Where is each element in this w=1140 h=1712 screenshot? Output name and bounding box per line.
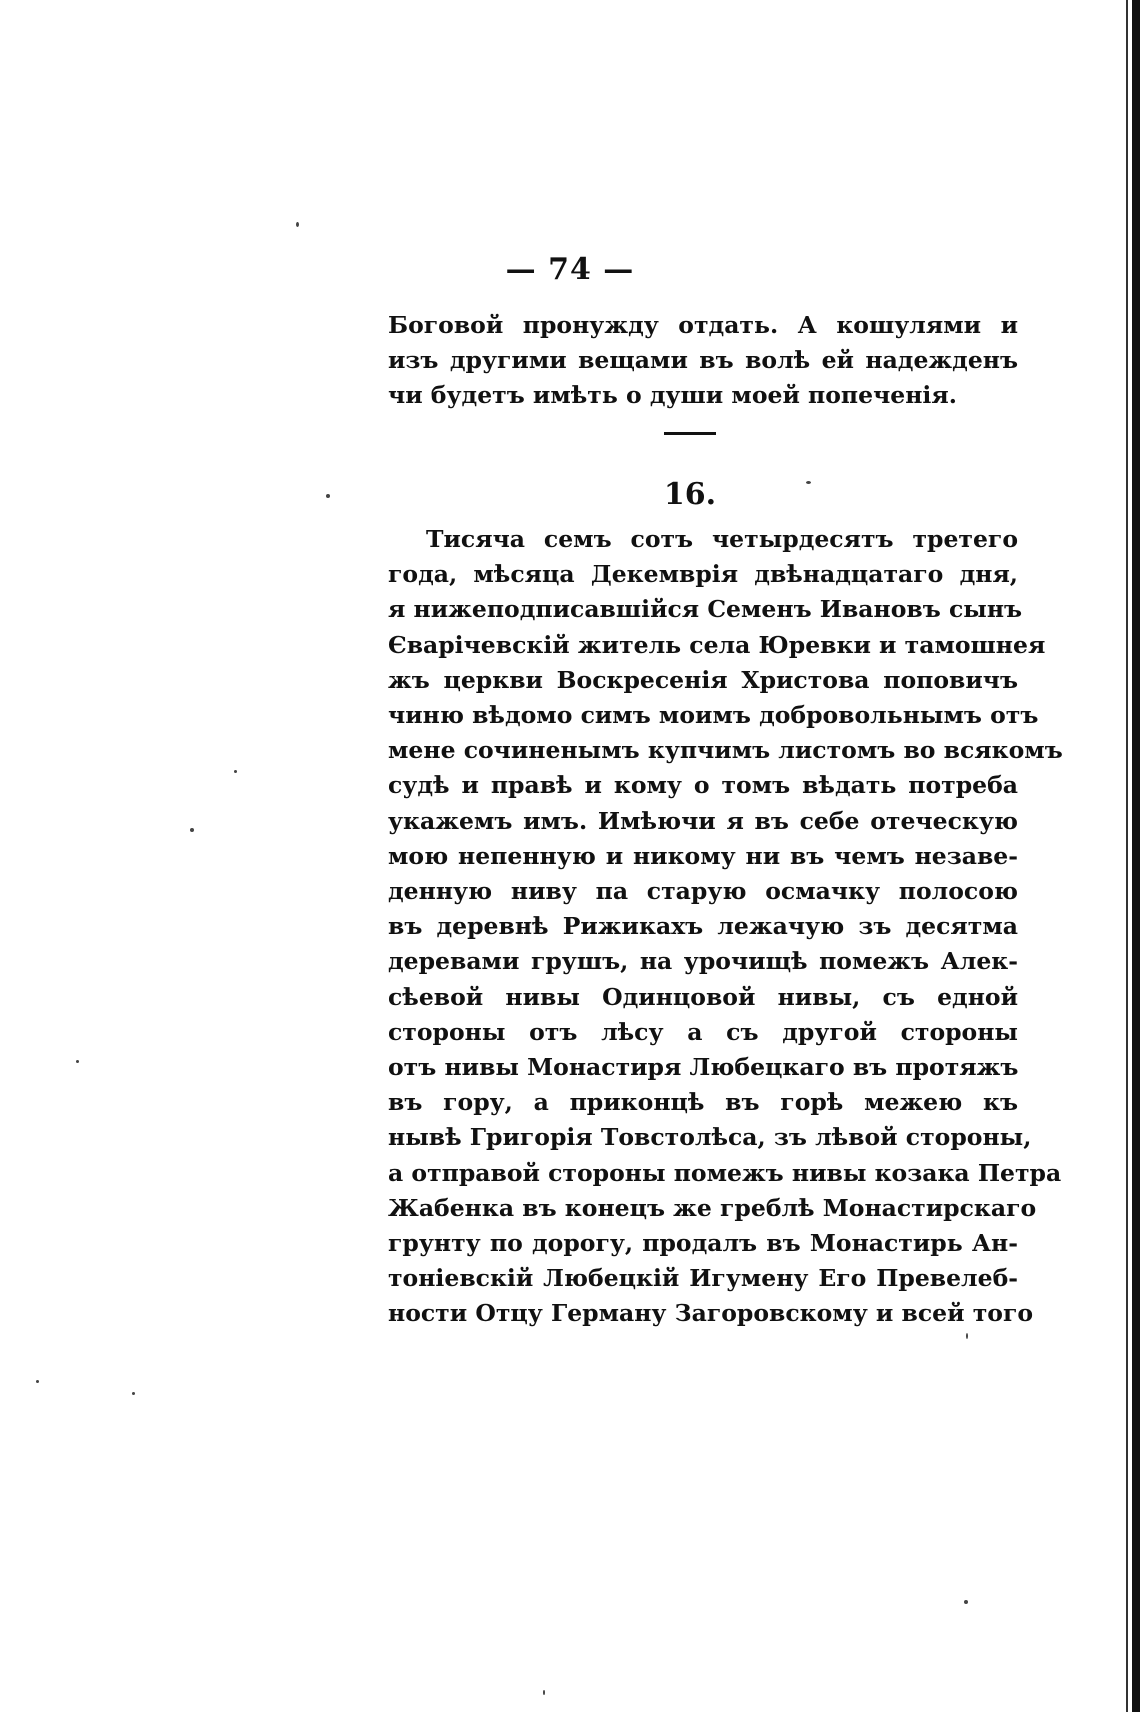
text-line: сѣевой нивы Одинцовой нивы, съ едной [388, 982, 1018, 1011]
text-line: Єварічевскій житель села Юревки и тамошнея [388, 630, 1046, 659]
scan-speck [964, 1600, 968, 1604]
scan-speck [296, 222, 299, 227]
text-line: стороны отъ лѣсу а съ другой стороны [388, 1017, 1018, 1046]
text-line: въ деревнѣ Рижикахъ лежачую зъ десятма [388, 912, 1018, 941]
text-line: тоніевскій Любецкій Игумену Его Превелеб- [388, 1264, 1018, 1293]
text-line: чи будетъ имѣть о души моей попеченія. [388, 381, 957, 410]
text-line: я нижеподписавшійся Семенъ Ивановъ сынъ [388, 595, 1023, 624]
text-line: Боговой пронужду отдать. А кошулями и [388, 311, 1018, 339]
section-number: 16. [663, 477, 717, 512]
text-line: грунту по дорогу, продалъ въ Монастирь Ан- [388, 1229, 1018, 1258]
text-line: изъ другими вещами въ волѣ ей надежденъ [388, 346, 1018, 375]
scan-speck [36, 1380, 39, 1383]
intro-paragraph [388, 308, 1018, 414]
text-line: денную ниву па старую осмачку полосою [388, 877, 1018, 906]
text-line: чиню вѣдомо симъ моимъ добровольнымъ отъ [388, 701, 1039, 730]
text-line: судѣ и правѣ и кому о томъ вѣдать потреба [388, 771, 1018, 800]
scan-speck [806, 481, 811, 484]
text-line: а отправой стороны помежъ нивы козака Петра [388, 1158, 1062, 1187]
text-line: отъ нивы Монастиря Любецкаго въ протяжъ [388, 1053, 1019, 1082]
scan-speck [326, 494, 330, 498]
scan-speck [190, 828, 194, 832]
scan-speck [543, 1690, 545, 1695]
text-line: нывѣ Григорія Товстолѣса, зъ лѣвой стороны, [388, 1123, 1032, 1152]
text-line: года, мѣсяца Декемврія двѣнадцатаго дня, [388, 560, 1018, 589]
text-line: въ гору, а приконцѣ въ горѣ межею къ [388, 1088, 1018, 1117]
text-line: деревами грушъ, на урочищѣ помежъ Алек- [388, 947, 1018, 976]
text-line: укажемъ имъ. Имѣючи я въ себе отеческую [388, 806, 1018, 835]
page-number: — 74 — [505, 252, 635, 287]
text-line: Тисяча семъ сотъ четырдесятъ третего [426, 525, 1018, 553]
text-line: жъ церкви Воскресенія Христова поповичъ [388, 665, 1018, 694]
text-line: Жабенка въ конецъ же греблѣ Монастирскаго [388, 1193, 1037, 1222]
scan-speck [966, 1333, 968, 1339]
body-paragraph [388, 522, 1063, 1332]
scan-speck [76, 1060, 79, 1063]
text-line: мою непенную и никому ни въ чемъ незаве- [388, 841, 1018, 870]
section-divider [664, 432, 716, 435]
text-line: ности Отцу Герману Загоровскому и всей того [388, 1299, 1034, 1328]
scan-speck [234, 770, 237, 773]
text-line: мене сочиненымъ купчимъ листомъ во всякомъ [388, 736, 1063, 765]
scan-speck [132, 1392, 135, 1395]
